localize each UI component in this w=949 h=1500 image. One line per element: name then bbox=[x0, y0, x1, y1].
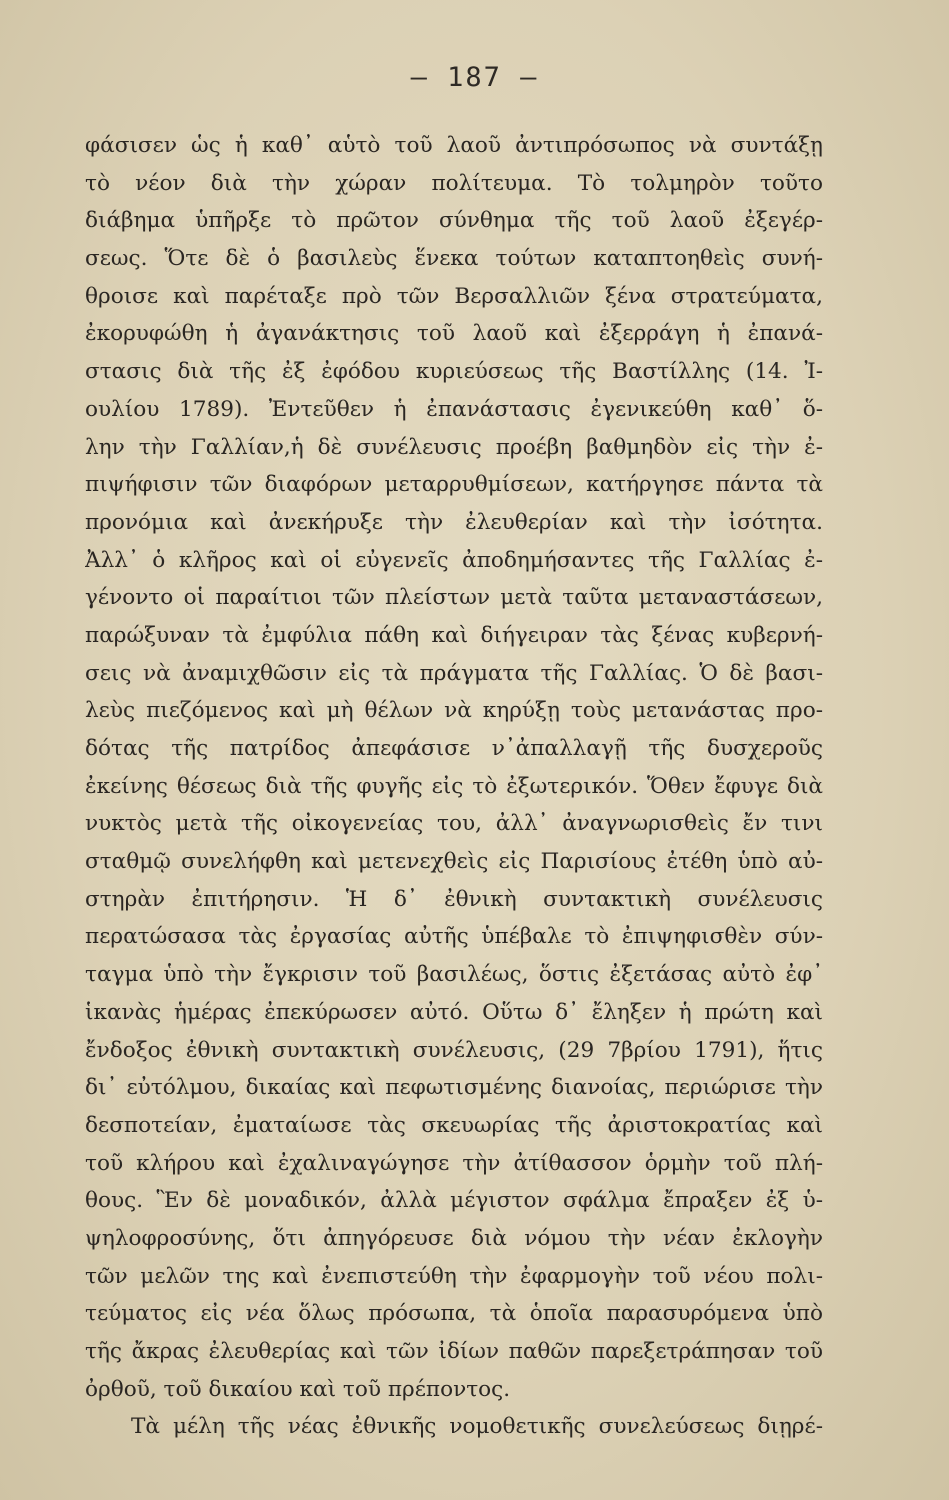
text-line: γένοντο οἱ παραίτιοι τῶν πλείστων μετὰ ταῦτα μεταναστάσεων, bbox=[85, 585, 823, 611]
text-line: σταθμῷ συνελήφθη καὶ μετενεχθεὶς εἰς Παρισίους ἐτέθη ὑπὸ αὐ- bbox=[85, 849, 823, 875]
text-line: Τὰ μέλη τῆς νέας ἐθνικῆς νομοθετικῆς συνελεύσεως διῃρέ- bbox=[131, 1414, 823, 1440]
text-line: ουλίου 1789). Ἐντεῦθεν ἡ ἐπανάστασις ἐγενικεύθη καθ᾽ ὅ- bbox=[85, 396, 823, 422]
text-line: περατώσασα τὰς ἐργασίας αὐτῆς ὑπέβαλε τὸ ἐπιψηφισθὲν σύν- bbox=[85, 924, 823, 950]
text-line: Ἀλλ᾽ ὁ κλῆρος καὶ οἱ εὐγενεῖς ἀποδημήσαντες τῆς Γαλλίας ἐ- bbox=[85, 547, 823, 573]
text-line: προνόμια καὶ ἀνεκήρυξε τὴν ἐλευθερίαν καὶ τὴν ἰσότητα. bbox=[85, 509, 823, 535]
text-line: πιψήφισιν τῶν διαφόρων μεταρρυθμίσεων, κατήργησε πάντα τὰ bbox=[85, 472, 823, 498]
text-line: ταγμα ὑπὸ τὴν ἔγκρισιν τοῦ βασιλέως, ὅστις ἐξετάσας αὐτὸ ἐφ᾽ bbox=[85, 962, 823, 988]
text-line: ἐκορυφώθη ἡ ἀγανάκτησις τοῦ λαοῦ καὶ ἐξερράγη ἡ ἐπανά- bbox=[85, 321, 823, 347]
text-line: λεὺς πιεζόμενος καὶ μὴ θέλων νὰ κηρύξῃ τοὺς μετανάστας προ- bbox=[85, 698, 823, 724]
text-line: λην τὴν Γαλλίαν,ἡ δὲ συνέλευσις προέβη βαθμηδὸν εἰς τὴν ἐ- bbox=[85, 434, 823, 460]
text-line: νυκτὸς μετὰ τῆς οἰκογενείας του, ἀλλ᾽ ἀναγνωρισθεὶς ἔν τινι bbox=[85, 811, 823, 837]
text-line: σεις νὰ ἀναμιχθῶσιν εἰς τὰ πράγματα τῆς Γαλλίας. Ὁ δὲ βασι- bbox=[85, 660, 823, 686]
text-line: τῶν μελῶν της καὶ ἐνεπιστεύθη τὴν ἐφαρμογὴν τοῦ νέου πολι- bbox=[85, 1263, 823, 1289]
text-line: ψηλοφροσύνης, ὅτι ἀπηγόρευσε διὰ νόμου τὴν νέαν ἐκλογὴν bbox=[85, 1225, 823, 1251]
text-line: παρώξυναν τὰ ἐμφύλια πάθη καὶ διήγειραν τὰς ξένας κυβερνή- bbox=[85, 622, 823, 648]
text-line: στηρὰν ἐπιτήρησιν. Ἡ δ᾽ ἐθνικὴ συντακτικὴ συνέλευσις bbox=[85, 886, 823, 912]
body-text bbox=[85, 127, 823, 1446]
text-line: δεσποτείαν, ἐματαίωσε τὰς σκευωρίας τῆς ἀριστοκρατίας καὶ bbox=[85, 1112, 823, 1138]
text-line: στασις διὰ τῆς ἐξ ἐφόδου κυριεύσεως τῆς Βαστίλλης (14. Ἰ- bbox=[85, 359, 823, 385]
text-line: δότας τῆς πατρίδος ἀπεφάσισε ν᾽ἀπαλλαγῇ τῆς δυσχεροῦς bbox=[85, 736, 823, 761]
text-line: σεως. Ὅτε δὲ ὁ βασιλεὺς ἕνεκα τούτων καταπτοηθεὶς συνή- bbox=[85, 246, 823, 272]
text-line: θροισε καὶ παρέταξε πρὸ τῶν Βερσαλλιῶν ξένα στρατεύματα, bbox=[85, 283, 823, 309]
text-line: τὸ νέον διὰ τὴν χώραν πολίτευμα. Τὸ τολμηρὸν τοῦτο bbox=[85, 170, 823, 196]
text-line: τῆς ἄκρας ἐλευθερίας καὶ τῶν ἰδίων παθῶν παρεξετράπησαν τοῦ bbox=[85, 1339, 823, 1364]
text-line: τεύματος εἰς νέα ὅλως πρόσωπα, τὰ ὁποῖα παρασυρόμενα ὑπὸ bbox=[85, 1301, 823, 1327]
text-line: ὀρθοῦ, τοῦ δικαίου καὶ τοῦ πρέποντος. bbox=[85, 1376, 511, 1402]
text-line: δι᾽ εὐτόλμου, δικαίας καὶ πεφωτισμένης διανοίας, περιώρισε τὴν bbox=[85, 1075, 823, 1101]
text-line: θους. Ἓν δὲ μοναδικόν, ἀλλὰ μέγιστον σφάλμα ἔπραξεν ἐξ ὑ- bbox=[85, 1188, 823, 1214]
text-line: φάσισεν ὡς ἡ καθ᾽ αὑτὸ τοῦ λαοῦ ἀντιπρόσωπος νὰ συντάξῃ bbox=[85, 133, 823, 158]
text-line: διάβημα ὑπῆρξε τὸ πρῶτον σύνθημα τῆς τοῦ λαοῦ ἐξεγέρ- bbox=[85, 208, 823, 234]
page-number: — 187 — bbox=[410, 62, 539, 93]
text-line: ἔνδοξος ἐθνικὴ συντακτικὴ συνέλευσις, (29 7βρίου 1791), ἥτις bbox=[85, 1037, 823, 1063]
text-line: τοῦ κλήρου καὶ ἐχαλιναγώγησε τὴν ἀτίθασσον ὁρμὴν τοῦ πλή- bbox=[85, 1150, 823, 1176]
text-line: ἱκανὰς ἡμέρας ἐπεκύρωσεν αὐτό. Οὕτω δ᾽ ἔληξεν ἡ πρώτη καὶ bbox=[85, 999, 823, 1025]
text-line: ἐκείνης θέσεως διὰ τῆς φυγῆς εἰς τὸ ἐξωτερικόν. Ὅθεν ἔφυγε διὰ bbox=[85, 773, 823, 799]
